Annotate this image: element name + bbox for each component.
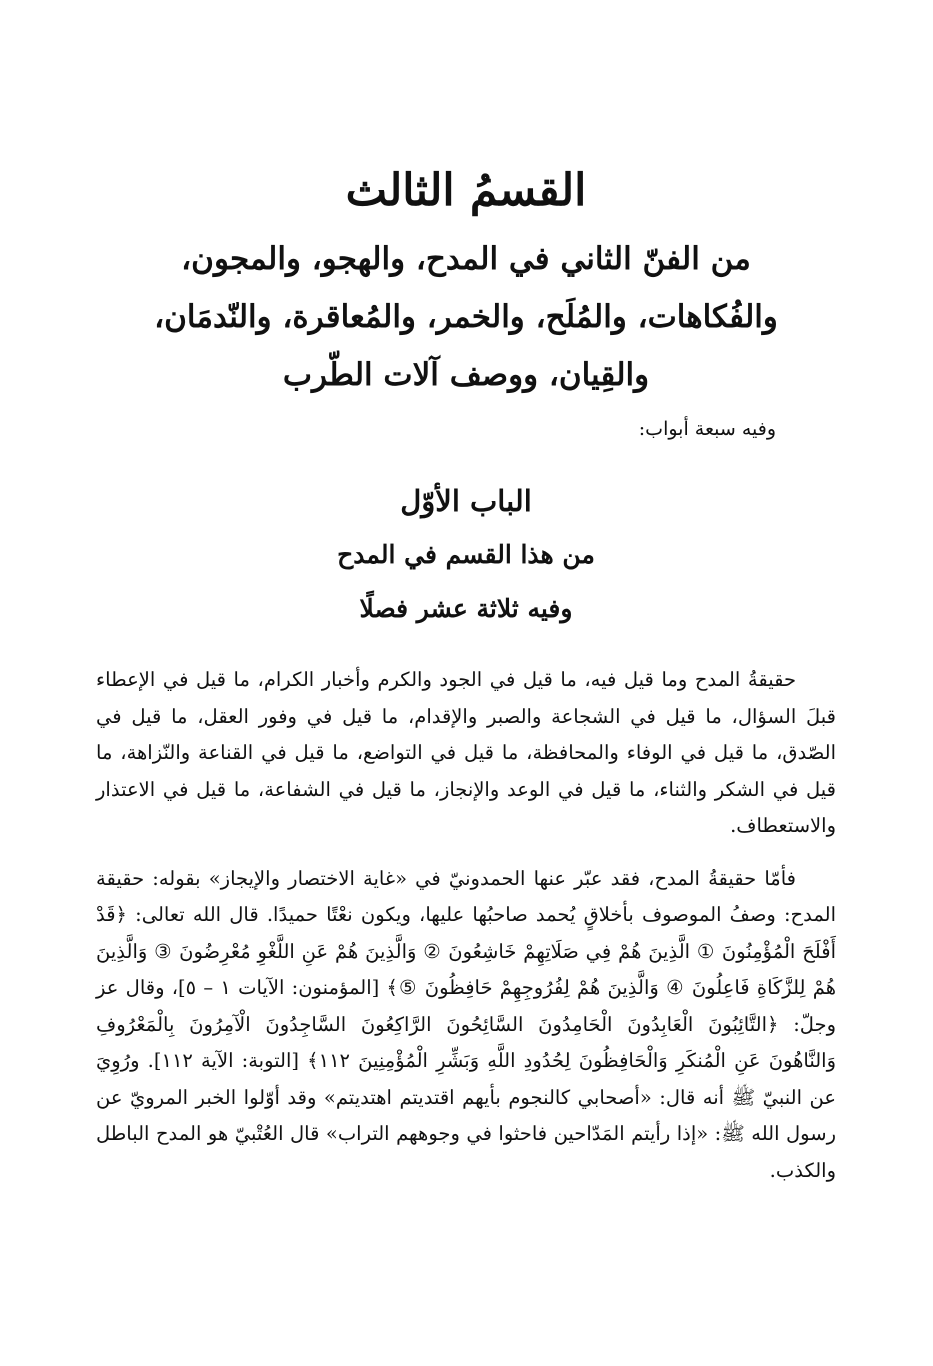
part-subtitle-line: والفُكاهات، والمُلَح، والخمر، والمُعاقرة، والنّدمَان، — [154, 299, 778, 335]
part-subtitle — [96, 230, 836, 404]
chapter-sections-note: وفيه ثلاثة عشر فصلًا — [359, 594, 573, 623]
part-subtitle-line: من الفنّ الثاني في المدح، والهجو، والمجون، — [181, 241, 751, 277]
paragraph-definition: فأمّا حقيقةُ المدح، فقد عبّر عنها الحمدونيّ في «غاية الاختصار والإيجاز» بقوله: حقيقة المدح: وصفُ الموصوف بأخلاقٍ يُحمد صاحبُها عليها، ويكون نعْتًا حميدًا. قال الله تعالى: ﴿قَدْ أَفْلَحَ الْمُؤْمِنُونَ ① الَّذِينَ هُمْ فِي صَلَاتِهِمْ خَاشِعُونَ ② وَالَّذِينَ هُمْ عَنِ اللَّغْوِ مُعْرِضُونَ ③ وَالَّذِينَ هُمْ لِلزَّكَاةِ فَاعِلُونَ ④ وَالَّذِينَ هُمْ لِفُرُوجِهِمْ حَافِظُونَ ⑤﴾ [المؤمنون: الآيات ١ – ٥]، وقال عز وجلّ: ﴿التَّائِبُونَ الْعَابِدُونَ الْحَامِدُونَ السَّائِحُونَ الرَّاكِعُونَ السَّاجِدُونَ الْآمِرُونَ بِالْمَعْرُوفِ وَالنَّاهُونَ عَنِ الْمُنكَرِ وَالْحَافِظُونَ لِحُدُودِ اللَّهِ وَبَشِّرِ الْمُؤْمِنِينَ ١١٢﴾ [التوبة: الآية ١١٢]. ورُوِيَ عن النبيّ ﷺ أنه قال: «أصحابي كالنجوم بأيهم اقتديتم اهتديتم» وقد أوّلوا الخبر المرويّ عن رسول الله ﷺ: «إذا رأيتم المَدّاحين فاحثوا في وجوههم التراب» قال العُتْبيّ هو المدح الباطل والكذب. — [96, 866, 836, 1182]
part-title: القسمُ الثالث — [345, 165, 587, 216]
part-intro-note: وفيه سبعة أبواب: — [638, 418, 776, 440]
document-page — [96, 160, 836, 1189]
chapter-title: الباب الأوّل — [400, 484, 532, 518]
part-subtitle-line: والقِيان، ووصف آلات الطّرب — [282, 357, 650, 393]
paragraph-contents-list: حقيقةُ المدح وما قيل فيه، ما قيل في الجود والكرم وأخبار الكرام، ما قيل في الإعطاء قبلَ السؤال، ما قيل في الشجاعة والصبر والإقدام، ما قيل في وفور العقل، ما قيل في الصّدق، ما قيل في الوفاء والمحافظة، ما قيل في التواضع، ما قيل في القناعة والنّزاهة، ما قيل في الشكر والثناء، ما قيل في الوعد والإنجاز، ما قيل في الشفاعة، ما قيل في الاعتذار والاستعطاف. — [96, 668, 836, 837]
chapter-subtitle: من هذا القسم في المدح — [337, 540, 595, 569]
